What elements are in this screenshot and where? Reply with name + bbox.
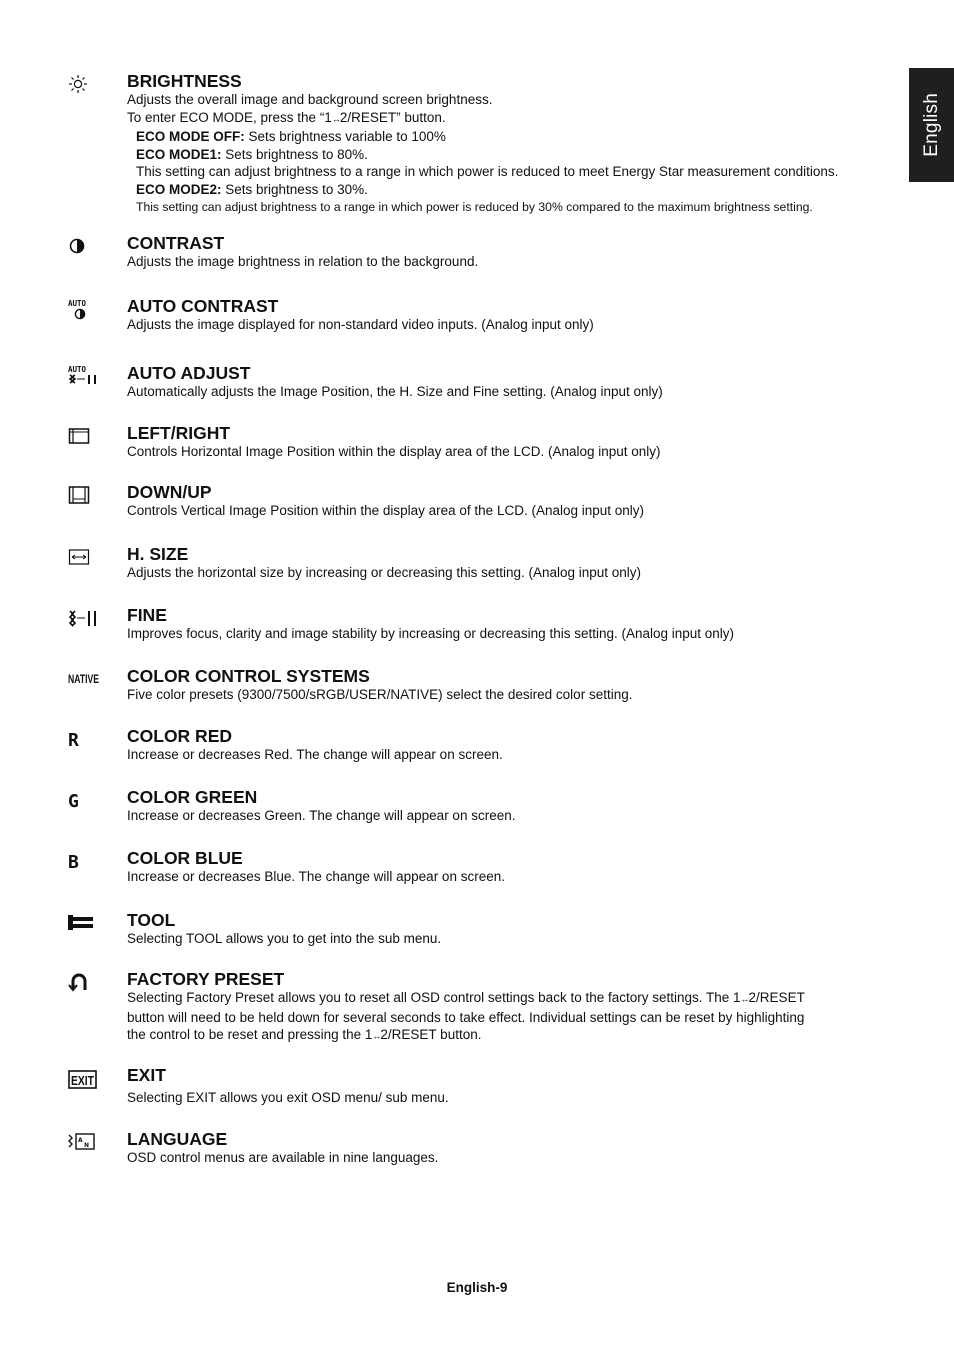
color-blue-title: COLOR BLUE (127, 848, 243, 868)
fine-title: FINE (127, 605, 167, 625)
eco-mode2-note: This setting can adjust brightness to a range in which power is reduced by 30% compared to the maximum brightness setting. (136, 199, 813, 214)
eco-mode1: ECO MODE1: Sets brightness to 80%. (136, 146, 368, 162)
eco-mode-off: ECO MODE OFF: Sets brightness variable to 100% (136, 129, 446, 145)
exit-icon (68, 1068, 98, 1088)
svg-text:AUTO: AUTO (68, 365, 87, 374)
color-control-desc: Five color presets (9300/7500/sRGB/USER/NATIVE) select the desired color setting. (127, 687, 633, 702)
color-green-desc: Increase or decreases Green. The change will appear on screen. (127, 808, 516, 823)
left-right-desc: Controls Horizontal Image Position within the display area of the LCD. (Analog input only) (127, 444, 661, 459)
language-title: LANGUAGE (127, 1129, 228, 1149)
svg-text:A: A (78, 1137, 83, 1144)
color-blue-desc: Increase or decreases Blue. The change will appear on screen. (127, 869, 505, 884)
contrast-icon (68, 236, 98, 256)
tool-icon (68, 913, 98, 933)
left-right-icon (68, 426, 98, 446)
svg-text:EXIT: EXIT (71, 1073, 95, 1088)
left-right-title: LEFT/RIGHT (127, 423, 231, 443)
contrast-title: CONTRAST (127, 233, 225, 253)
svg-text:G: G (68, 791, 79, 812)
reset-arrow-icon: ↔ (372, 1031, 381, 1042)
factory-preset-icon (68, 972, 98, 992)
h-size-desc: Adjusts the horizontal size by increasing or decreasing this setting. (Analog input only) (127, 565, 642, 580)
color-blue-icon (68, 851, 98, 871)
h-size-icon (68, 547, 98, 567)
svg-text:AUTO: AUTO (68, 299, 87, 308)
h-size-title: H. SIZE (127, 544, 189, 564)
auto-adjust-desc: Automatically adjusts the Image Position, the H. Size and Fine setting. (Analog input only) (127, 384, 663, 399)
eco-mode1-note: This setting can adjust brightness to a range in which power is reduced to meet Energy Star measurement conditions. (136, 164, 839, 180)
contrast-desc: Adjusts the image brightness in relation to the background. (127, 254, 479, 269)
brightness-desc: Adjusts the overall image and background screen brightness. (127, 92, 493, 107)
svg-text:NATIVE: NATIVE (68, 672, 99, 686)
factory-preset-title: FACTORY PRESET (127, 969, 285, 989)
reset-arrow-icon: ↔ (740, 994, 749, 1004)
eco-mode2: ECO MODE2: Sets brightness to 30%. (136, 181, 368, 197)
reset-arrow-icon: ↔ (331, 113, 340, 124)
color-green-title: COLOR GREEN (127, 787, 258, 807)
auto-contrast-title: AUTO CONTRAST (127, 296, 279, 316)
svg-text:N: N (84, 1142, 90, 1149)
down-up-title: DOWN/UP (127, 482, 212, 502)
eco-mode-instruction: To enter ECO MODE, press the “1↔2/RESET” button. (127, 109, 446, 125)
auto-contrast-icon (68, 299, 98, 319)
side-tab-label: English (920, 93, 942, 157)
brightness-title: BRIGHTNESS (127, 71, 242, 91)
auto-contrast-desc: Adjusts the image displayed for non-standard video inputs. (Analog input only) (127, 317, 594, 332)
down-up-icon (68, 485, 98, 505)
factory-preset-desc-line3: the control to be reset and pressing the 1↔2/RESET button. (127, 1027, 482, 1043)
fine-desc: Improves focus, clarity and image stability by increasing or decreasing this setting. (Analog input only) (127, 626, 735, 641)
svg-text:R: R (68, 730, 79, 751)
exit-desc: Selecting EXIT allows you exit OSD menu/ sub menu. (127, 1090, 449, 1105)
color-control-title: COLOR CONTROL SYSTEMS (127, 666, 370, 686)
color-green-icon (68, 790, 98, 810)
tool-desc: Selecting TOOL allows you to get into the sub menu. (127, 931, 442, 946)
color-red-title: COLOR RED (127, 726, 232, 746)
svg-text:B: B (68, 852, 79, 873)
native-icon (68, 669, 98, 689)
exit-title: EXIT (127, 1065, 166, 1085)
factory-preset-desc-line1: Selecting Factory Preset allows you to reset all OSD control settings back to the factory settings. The 1↔2/RESET (127, 990, 805, 1005)
auto-adjust-icon (68, 366, 98, 386)
page-footer: English-9 (446, 1280, 508, 1295)
brightness-icon (68, 74, 98, 94)
color-red-icon (68, 729, 98, 749)
factory-preset-desc-line2: button will need to be held down for several seconds to take effect. Individual settings can be reset by highlighting (127, 1009, 805, 1025)
color-red-desc: Increase or decreases Red. The change will appear on screen. (127, 747, 503, 762)
language-side-tab (909, 68, 954, 182)
fine-icon (68, 608, 98, 628)
language-icon (68, 1132, 98, 1152)
language-desc: OSD control menus are available in nine languages. (127, 1150, 439, 1165)
auto-adjust-title: AUTO ADJUST (127, 363, 251, 383)
down-up-desc: Controls Vertical Image Position within the display area of the LCD. (Analog input only) (127, 503, 645, 518)
tool-title: TOOL (127, 910, 176, 930)
